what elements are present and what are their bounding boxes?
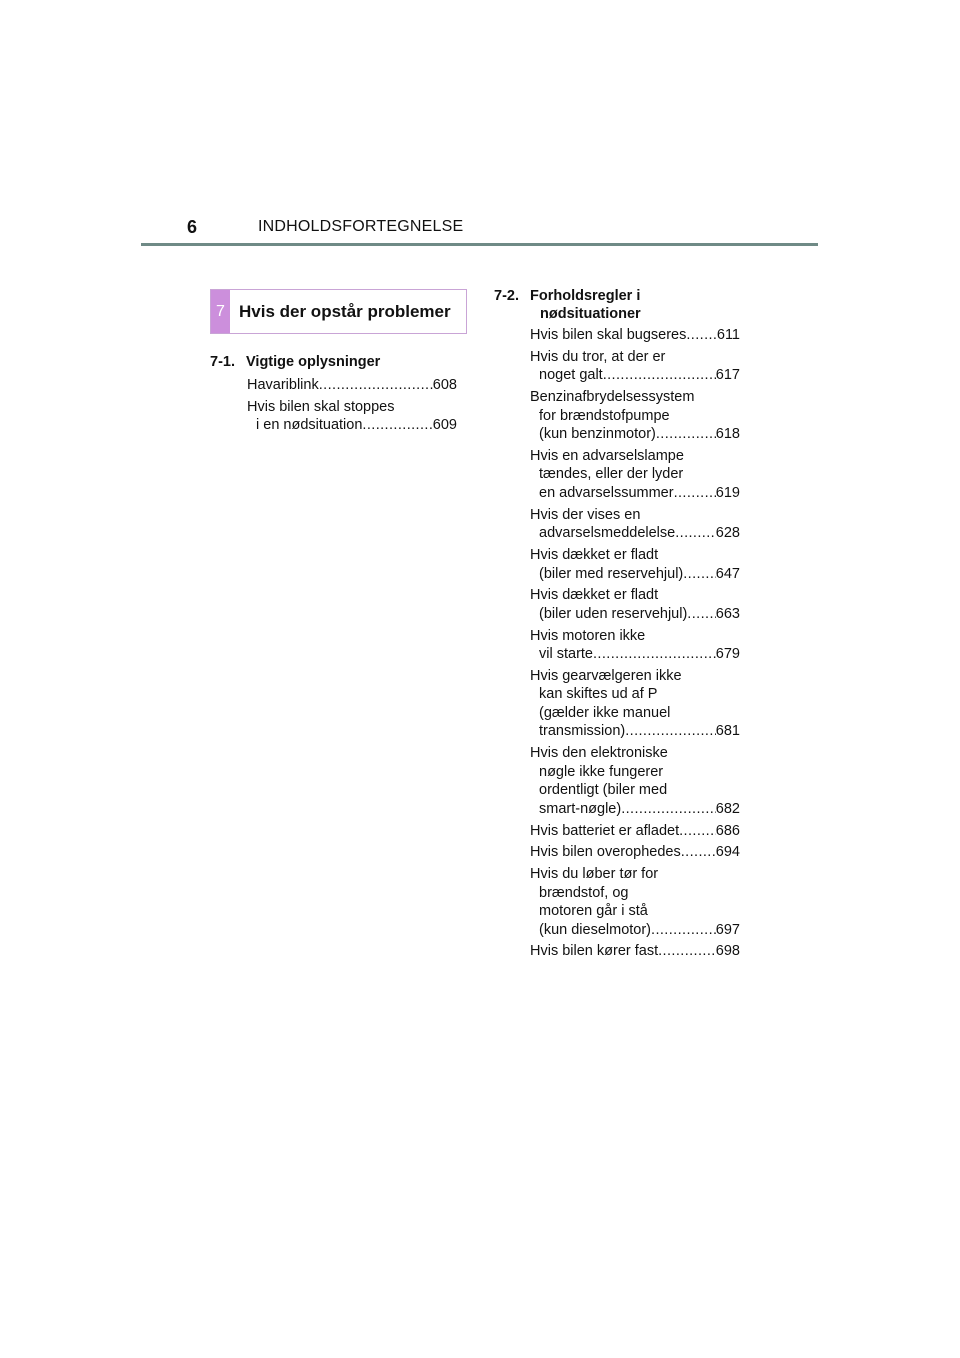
toc-entry-text: Hvis bilen overophedes — [530, 844, 681, 861]
subsection-number: 7-1. — [210, 354, 235, 370]
dot-leader — [625, 722, 716, 741]
toc-entry-line: (gælder ikke manuel — [539, 704, 671, 721]
toc-entry-text: noget galt — [539, 367, 603, 384]
toc-entry-line: Hvis du løber tør for — [530, 866, 659, 883]
toc-entry[interactable] — [530, 822, 740, 841]
toc-entry-line: Hvis motoren ikke — [530, 627, 646, 644]
toc-entry-last-line — [530, 921, 740, 940]
toc-entry-line: Hvis der vises en — [530, 506, 641, 523]
toc-entry-text: Hvis batteriet er afladet — [530, 822, 680, 839]
toc-entry-last-line — [530, 425, 740, 444]
subsection-title-line: nødsituationer — [540, 306, 641, 322]
dot-leader — [651, 921, 716, 940]
toc-entry[interactable] — [530, 942, 740, 961]
toc-entry-last-line — [530, 326, 740, 345]
page-header-title: INDHOLDSFORTEGNELSE — [258, 218, 464, 235]
dot-leader — [593, 645, 716, 664]
toc-page-number: 698 — [715, 943, 740, 960]
toc-entry[interactable] — [530, 388, 740, 444]
dot-leader — [362, 416, 432, 435]
toc-page-number: 663 — [715, 605, 740, 622]
toc-entry[interactable] — [530, 546, 740, 583]
toc-entry-text: en advarselssummer — [539, 484, 674, 501]
subsection-7-1 — [210, 353, 450, 371]
toc-page-number: 697 — [715, 921, 740, 938]
toc-entry-text: Havariblink — [247, 377, 319, 393]
toc-entry-line: for brændstofpumpe — [539, 407, 670, 424]
toc-page-number: 619 — [715, 484, 740, 501]
toc-entry-last-line — [530, 822, 740, 841]
section-number: 7 — [211, 290, 230, 333]
toc-entry-last-line — [530, 800, 740, 819]
toc-page-number: 628 — [715, 525, 740, 542]
toc-entry-text: (biler uden reservehjul) — [539, 605, 688, 622]
toc-page-number: 647 — [715, 565, 740, 582]
subsection-number: 7-2. — [494, 288, 519, 304]
toc-entry-last-line — [247, 416, 457, 435]
subsection-title: Vigtige oplysninger — [246, 354, 381, 370]
dot-leader — [683, 565, 716, 584]
toc-entry[interactable] — [530, 447, 740, 503]
toc-page-number: 682 — [715, 800, 740, 817]
toc-entry-last-line — [530, 942, 740, 961]
toc-entry[interactable] — [530, 627, 740, 664]
toc-entry-last-line — [530, 484, 740, 503]
toc-entry[interactable] — [247, 376, 457, 395]
toc-entry-line: ordentligt (biler med — [539, 782, 668, 799]
dot-leader — [687, 605, 716, 624]
toc-entry-last-line — [530, 366, 740, 385]
dot-leader — [621, 800, 716, 819]
dot-leader — [674, 484, 716, 503]
toc-page-number: 609 — [432, 417, 457, 434]
toc-entry-text: smart-nøgle) — [539, 800, 622, 817]
toc-entry[interactable] — [530, 667, 740, 741]
page-number: 6 — [187, 217, 198, 237]
toc-entry-line: Hvis bilen skal stoppes — [247, 398, 395, 415]
toc-entry[interactable] — [530, 348, 740, 385]
section-tab — [210, 289, 467, 334]
dot-leader — [603, 366, 716, 385]
toc-entry[interactable] — [530, 506, 740, 543]
toc-page-number: 617 — [715, 367, 740, 384]
toc-entry-last-line — [530, 524, 740, 543]
toc-page-number: 681 — [715, 723, 740, 740]
subsection-7-2 — [494, 287, 744, 323]
header-rule — [141, 243, 818, 246]
toc-page-number: 686 — [715, 822, 740, 839]
toc-entry-text: transmission) — [539, 723, 626, 740]
toc-entry-text: (kun dieselmotor) — [539, 921, 652, 938]
toc-entry[interactable] — [530, 326, 740, 345]
toc-entry-last-line — [530, 722, 740, 741]
toc-entry[interactable] — [530, 865, 740, 939]
toc-entry-last-line — [247, 376, 457, 395]
toc-entry[interactable] — [530, 586, 740, 623]
toc-entry-text: Hvis bilen skal bugseres — [530, 327, 687, 343]
toc-entry-text: advarselsmeddelelse — [539, 525, 676, 542]
toc-entry[interactable] — [247, 398, 457, 435]
toc-entry-line: brændstof, og — [539, 884, 629, 901]
toc-entry-line: motoren går i stå — [539, 903, 648, 920]
toc-entry-text: vil starte — [539, 646, 593, 663]
toc-entry-line: Hvis dækket er fladt — [530, 547, 659, 563]
toc-entry[interactable] — [530, 744, 740, 818]
dot-leader — [319, 376, 433, 395]
toc-entry[interactable] — [530, 843, 740, 862]
dot-leader — [681, 843, 716, 862]
toc-entry-text: (kun benzinmotor) — [539, 426, 656, 443]
toc-entry-last-line — [530, 645, 740, 664]
dot-leader — [656, 425, 716, 444]
dot-leader — [675, 524, 716, 543]
toc-entry-line: Benzinafbrydelsessystem — [530, 389, 695, 406]
subsection-title-line: Forholdsregler i — [530, 288, 641, 304]
toc-entry-line: tændes, eller der lyder — [539, 466, 684, 483]
toc-entry-line: Hvis den elektroniske — [530, 745, 668, 762]
dot-leader — [686, 326, 717, 345]
subsection-title — [530, 287, 641, 323]
dot-leader — [679, 822, 716, 841]
toc-entry-line: Hvis en advarselslampe — [530, 447, 684, 464]
toc-page-number: 694 — [715, 844, 740, 861]
toc-entry-text: (biler med reservehjul) — [539, 565, 684, 582]
toc-entry-text: i en nødsituation — [256, 417, 363, 434]
toc-entry-line: Hvis du tror, at der er — [530, 348, 666, 365]
toc-entry-last-line — [530, 843, 740, 862]
toc-entry-line: nøgle ikke fungerer — [539, 763, 664, 780]
toc-page-number: 618 — [715, 426, 740, 443]
toc-page-number: 608 — [432, 377, 457, 393]
toc-page-number: 679 — [715, 646, 740, 663]
dot-leader — [658, 942, 716, 961]
toc-entry-line: Hvis gearvælgeren ikke — [530, 667, 682, 684]
toc-entry-last-line — [530, 565, 740, 584]
toc-entry-last-line — [530, 605, 740, 624]
toc-entry-text: Hvis bilen kører fast — [530, 943, 659, 960]
section-title: Hvis der opstår problemer — [239, 302, 451, 321]
toc-page-number: 611 — [716, 327, 740, 343]
toc-entry-line: kan skiftes ud af P — [539, 686, 658, 703]
toc-entry-line: Hvis dækket er fladt — [530, 587, 659, 604]
